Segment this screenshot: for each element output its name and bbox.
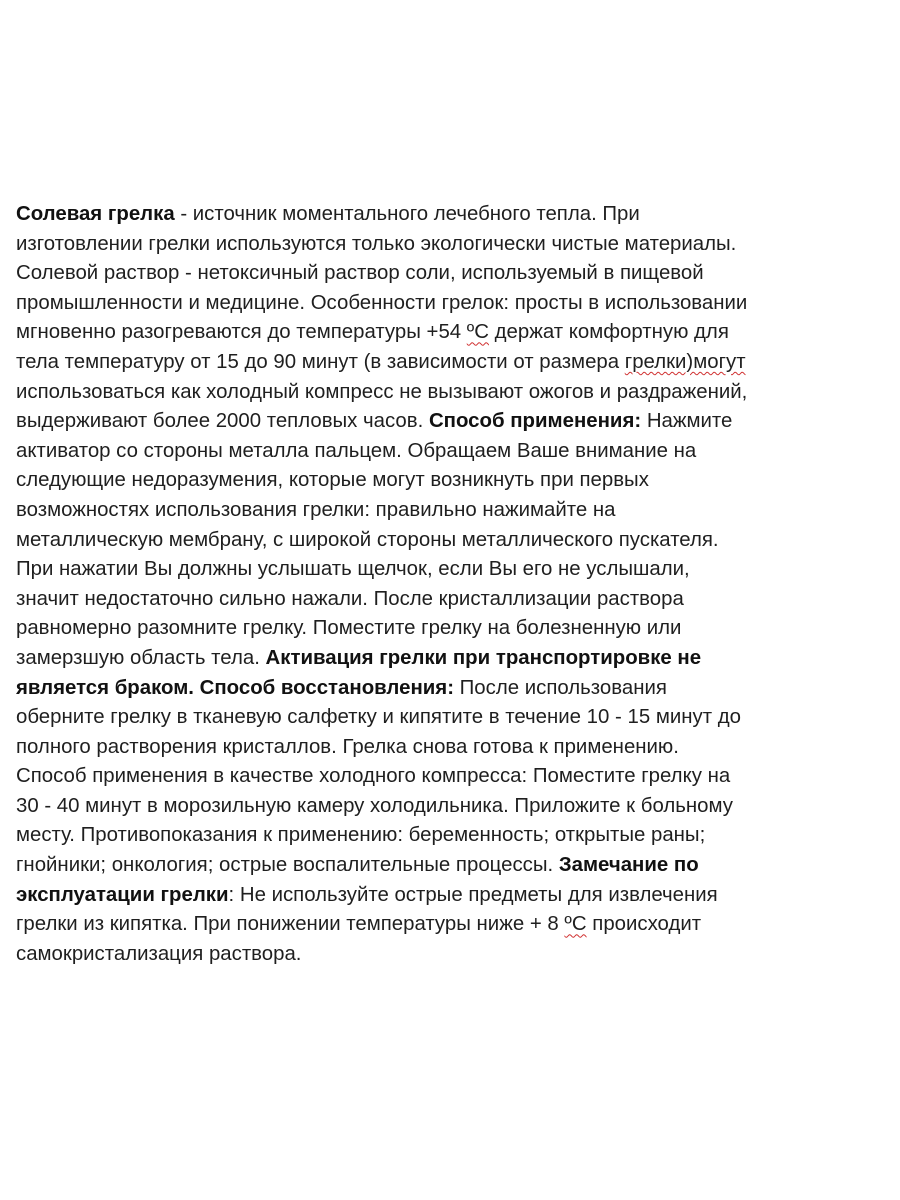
text-segment: активатор со стороны металла пальцем. Обращаем Ваше внимание на [16,439,697,462]
text-line [16,496,886,526]
text-line [16,200,886,230]
text-segment: месту. Противопоказания к применению: беременность; открытые раны; [16,824,706,847]
text-line [16,585,886,615]
spellcheck-marked-text: грелки)могут [624,350,746,373]
text-segment: После использования [453,676,667,699]
text-segment: оберните грелку в тканевую салфетку и кипятите в течение 10 - 15 минут до [16,706,741,729]
document-body-text [16,200,886,969]
text-line [16,792,886,822]
bold-text-segment: Активация грелки при транспортировке не [265,646,702,669]
spellcheck-marked-text: ºC [564,913,587,936]
text-segment: происходит [586,913,702,936]
text-segment: мгновенно разогреваются до температуры +54 [16,321,467,344]
text-segment: полного растворения кристаллов. Грелка снова готова к применению. [16,735,679,758]
text-segment: использоваться как холодный компресс не вызывают ожогов и раздражений, [16,380,748,403]
text-segment: металлическую мембрану, с широкой стороны металлического пускателя. [16,528,719,551]
text-segment: тела температуру от 15 до 90 минут (в зависимости от размера [16,350,625,373]
text-segment: При нажатии Вы должны услышать щелчок, если Вы его не услышали, [16,558,690,581]
text-line [16,378,886,408]
text-line [16,466,886,496]
text-segment: выдерживают более 2000 тепловых часов. [16,410,429,433]
text-segment: Солевой раствор - нетоксичный раствор соли, используемый в пищевой [16,262,704,285]
text-line [16,407,886,437]
text-segment: Способ применения в качестве холодного компресса: Поместите грелку на [16,765,731,788]
text-segment: изготовлении грелки используются только экологически чистые материалы. [16,232,737,255]
text-line [16,821,886,851]
text-segment: следующие недоразумения, которые могут возникнуть при первых [16,469,649,492]
text-segment: - источник моментального лечебного тепла. При [174,203,640,225]
text-line [16,348,886,378]
text-segment: держат комфортную для [488,321,729,344]
text-segment: Нажмите [641,410,733,433]
text-segment: возможностях использования грелки: правильно нажимайте на [16,498,616,521]
text-line [16,289,886,319]
text-line [16,703,886,733]
text-line [16,437,886,467]
bold-text-segment: является браком. Способ восстановления: [16,676,454,699]
text-segment: : Не используйте острые предметы для извлечения [228,883,718,906]
text-segment: гнойники; онкология; острые воспалительные процессы. [16,854,559,877]
text-line [16,526,886,556]
text-line [16,644,886,674]
text-line [16,910,886,940]
text-segment: значит недостаточно сильно нажали. После кристаллизации раствора [16,587,684,610]
bold-text-segment: Замечание по [558,854,699,877]
text-line [16,881,886,911]
text-line [16,230,886,260]
bold-text-segment: Солевая грелка [16,203,175,225]
bold-text-segment: Способ применения: [428,410,642,433]
text-segment: промышленности и медицине. Особенности грелок: просты в использовании [16,291,748,314]
text-line [16,318,886,348]
text-line [16,614,886,644]
spellcheck-marked-text: ºC [466,321,489,344]
bold-text-segment: эксплуатации грелки [16,883,229,906]
text-segment: грелки из кипятка. При понижении температуры ниже + 8 [16,913,565,936]
text-segment: 30 - 40 минут в морозильную камеру холодильника. Приложите к больному [16,794,733,817]
text-line [16,674,886,704]
text-line [16,259,886,289]
text-line [16,762,886,792]
text-line [16,851,886,881]
text-line [16,555,886,585]
text-segment: самокристализация раствора. [16,942,302,965]
text-segment: равномерно разомните грелку. Поместите грелку на болезненную или [16,617,682,640]
text-line [16,940,886,970]
text-line [16,733,886,763]
text-segment: замерзшую область тела. [16,646,266,669]
